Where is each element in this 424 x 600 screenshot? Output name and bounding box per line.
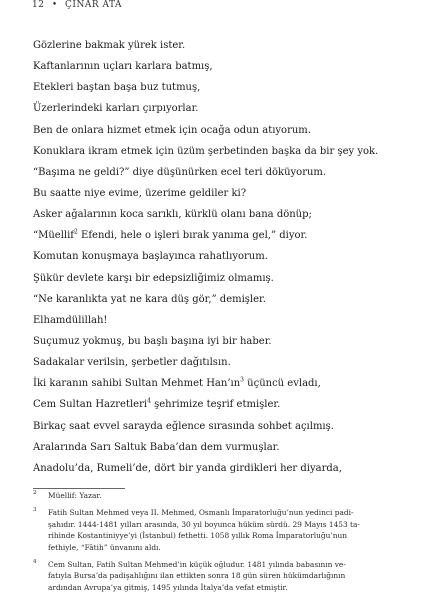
text-line: Bu saatte niye evime, üzerime geldiler ki? <box>33 187 247 199</box>
text-line: Birkaç saat evvel sarayda eğlence sırasında sohbet açılmış. <box>33 420 334 432</box>
line-text: İki karanın sahibi Sultan Mehmet Han’ın <box>33 378 241 390</box>
footnote-divider <box>33 488 125 489</box>
text-line: Asker ağalarının koca sarıklı, kürklü olanı bana dönüp; <box>33 209 312 221</box>
footnote-line: fatıyla Bursa’da padişahlığını ilan ettikten sonra 18 gün süren hükümdarlığının <box>48 571 346 581</box>
text-line <box>33 373 405 394</box>
poem-body <box>33 35 405 479</box>
text-line: “Başıma ne geldi?” diye düşünürken ecel teri döküyorum. <box>33 166 327 178</box>
text-line: Komutan konuşmaya başlayınca rahatlıyorum. <box>33 251 268 263</box>
line-text: üçüncü evladı, <box>243 378 321 390</box>
footnote <box>33 559 403 593</box>
footnote-number: 2 <box>33 490 37 496</box>
footnote-line: fethiyle, “Fâtih” ünvanını aldı. <box>48 542 161 552</box>
footnote-reference: 3 <box>240 376 244 384</box>
footnote-line: şahıdır. 1444-1481 yılları arasında, 30 yıl boyunca hüküm sürdü. 29 Mayıs 1453 ta- <box>48 519 360 529</box>
text-line: Üzerlerindeki karları çırpıyorlar. <box>33 103 199 115</box>
footnote-line: Müellif: Yazar. <box>48 491 102 500</box>
line-text: şehrimize teşrif etmişler. <box>150 399 281 411</box>
footnote-line: Fatih Sultan Mehmed veya II. Mehmed, Osmanlı İmparatorluğu’nun yedinci padi- <box>48 508 354 518</box>
text-line: Ben de onlara hizmet etmek için ocağa odun atıyorum. <box>33 124 311 136</box>
footnote <box>33 490 403 501</box>
running-header <box>32 0 126 10</box>
text-line: Sadakalar verilsin, şerbetler dağıtılsın. <box>33 357 231 369</box>
text-line: Kaftanlarının uçları karlara batmış, <box>33 61 213 73</box>
footnote-number: 4 <box>33 559 37 566</box>
text-line: Gözlerine bakmak yürek ister. <box>33 40 186 51</box>
footnote <box>33 507 403 553</box>
header-separator: • <box>51 0 58 10</box>
text-line: Konuklara ikram etmek için üzüm şerbetinden başka da bir şey yok. <box>33 145 379 157</box>
line-text: “Müellif <box>33 230 75 242</box>
line-text: Cem Sultan Hazretleri <box>33 399 148 411</box>
footnote-line: Cem Sultan, Fatih Sultan Mehmed’in küçük oğludur. 1481 yılında babasının ve- <box>48 560 346 570</box>
text-line <box>33 394 405 415</box>
footnotes <box>33 490 403 593</box>
text-line <box>33 225 405 246</box>
text-line: Şükür devlete karşı bir edepsizliğimiz olmamış. <box>33 272 274 284</box>
running-title: ÇINAR ATA <box>65 0 122 10</box>
line-text: Efendi, hele o işleri bırak yanıma gel,” diyor. <box>77 230 308 242</box>
text-line: Anadolu’da, Rumeli’de, dört bir yanda girdikleri her diyarda, <box>33 462 342 474</box>
footnote-reference: 4 <box>147 398 151 406</box>
text-line: “Ne karanlıkta yat ne kara düş gör,” demişler. <box>33 293 266 305</box>
footnote-reference: 2 <box>74 228 78 236</box>
footnote-line: rihinde Kostantiniyye’yi (İstanbul) fethetti. 1058 yıllık Roma İmparatorluğu’nun <box>48 531 347 541</box>
text-line: Suçumuz yokmuş, bu başlı başına iyi bir haber. <box>33 335 272 347</box>
page-number: 12 <box>32 0 45 10</box>
text-line: Etekleri baştan başa buz tutmuş, <box>33 82 201 94</box>
footnote-line: ardından Avrupa’ya gitmiş, 1495 yılında İtalya’da vefat etmiştir. <box>48 582 288 592</box>
footnote-number: 3 <box>33 507 37 514</box>
text-line: Aralarında Sarı Saltuk Baba’dan dem vurmuşlar. <box>33 441 280 453</box>
text-line: Elhamdülillah! <box>33 314 108 326</box>
